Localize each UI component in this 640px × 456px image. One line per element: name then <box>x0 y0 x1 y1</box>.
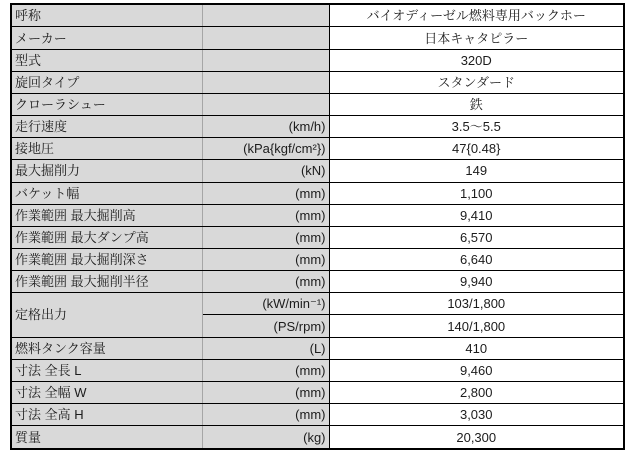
spec-value: 320D <box>329 49 624 71</box>
spec-value: バイオディーゼル燃料専用バックホー <box>329 4 624 27</box>
table-row <box>11 249 624 271</box>
spec-value: 3,030 <box>329 404 624 426</box>
spec-label: 寸法 全高 H <box>11 404 202 426</box>
spec-label: 寸法 全幅 W <box>11 381 202 403</box>
spec-unit: (mm) <box>202 182 329 204</box>
table-row <box>11 4 624 27</box>
spec-label: 走行速度 <box>11 116 202 138</box>
spec-label-rated-output: 定格出力 <box>11 293 202 337</box>
spec-unit: (mm) <box>202 249 329 271</box>
spec-unit: (km/h) <box>202 116 329 138</box>
spec-unit <box>202 93 329 115</box>
spec-unit: (PS/rpm) <box>202 315 329 337</box>
spec-label: 接地圧 <box>11 138 202 160</box>
spec-value: 410 <box>329 337 624 359</box>
table-row <box>11 49 624 71</box>
spec-unit <box>202 49 329 71</box>
table-row <box>11 293 624 315</box>
spec-unit: (L) <box>202 337 329 359</box>
spec-label: メーカー <box>11 27 202 49</box>
table-row <box>11 138 624 160</box>
spec-unit: (kN) <box>202 160 329 182</box>
spec-unit: (mm) <box>202 271 329 293</box>
spec-value: 2,800 <box>329 381 624 403</box>
table-row <box>11 426 624 449</box>
spec-label: 呼称 <box>11 4 202 27</box>
spec-label: 燃料タンク容量 <box>11 337 202 359</box>
spec-label: クローラシュー <box>11 93 202 115</box>
spec-label: バケット幅 <box>11 182 202 204</box>
spec-unit: (kg) <box>202 426 329 449</box>
spec-label: 作業範囲 最大掘削高 <box>11 204 202 226</box>
spec-label: 作業範囲 最大掘削半径 <box>11 271 202 293</box>
spec-label: 最大掘削力 <box>11 160 202 182</box>
spec-label: 型式 <box>11 49 202 71</box>
spec-label: 旋回タイプ <box>11 71 202 93</box>
spec-value: 9,410 <box>329 204 624 226</box>
spec-value: 9,940 <box>329 271 624 293</box>
spec-label: 質量 <box>11 426 202 449</box>
table-row <box>11 93 624 115</box>
spec-table <box>10 3 625 450</box>
spec-unit: (mm) <box>202 226 329 248</box>
spec-value: スタンダード <box>329 71 624 93</box>
table-row <box>11 27 624 49</box>
spec-unit: (mm) <box>202 359 329 381</box>
table-row <box>11 226 624 248</box>
spec-unit <box>202 4 329 27</box>
spec-value: 日本キャタピラー <box>329 27 624 49</box>
spec-unit: (kW/min⁻¹) <box>202 293 329 315</box>
spec-value: 103/1,800 <box>329 293 624 315</box>
spec-value: 47{0.48} <box>329 138 624 160</box>
spec-value: 9,460 <box>329 359 624 381</box>
spec-unit <box>202 27 329 49</box>
spec-unit: (kPa{kgf/cm²}) <box>202 138 329 160</box>
spec-unit: (mm) <box>202 381 329 403</box>
spec-value: 140/1,800 <box>329 315 624 337</box>
table-row <box>11 116 624 138</box>
spec-value: 20,300 <box>329 426 624 449</box>
spec-label: 作業範囲 最大ダンプ高 <box>11 226 202 248</box>
spec-label: 作業範囲 最大掘削深さ <box>11 249 202 271</box>
spec-unit: (mm) <box>202 204 329 226</box>
table-row <box>11 71 624 93</box>
spec-value: 149 <box>329 160 624 182</box>
spec-value: 6,640 <box>329 249 624 271</box>
spec-value: 6,570 <box>329 226 624 248</box>
spec-unit <box>202 71 329 93</box>
table-row <box>11 359 624 381</box>
table-row <box>11 182 624 204</box>
table-row <box>11 381 624 403</box>
table-row <box>11 337 624 359</box>
table-row <box>11 271 624 293</box>
table-row <box>11 204 624 226</box>
table-row <box>11 404 624 426</box>
spec-value: 1,100 <box>329 182 624 204</box>
spec-label: 寸法 全長 L <box>11 359 202 381</box>
table-row <box>11 160 624 182</box>
spec-value: 3.5～5.5 <box>329 116 624 138</box>
spec-value: 鉄 <box>329 93 624 115</box>
spec-unit: (mm) <box>202 404 329 426</box>
